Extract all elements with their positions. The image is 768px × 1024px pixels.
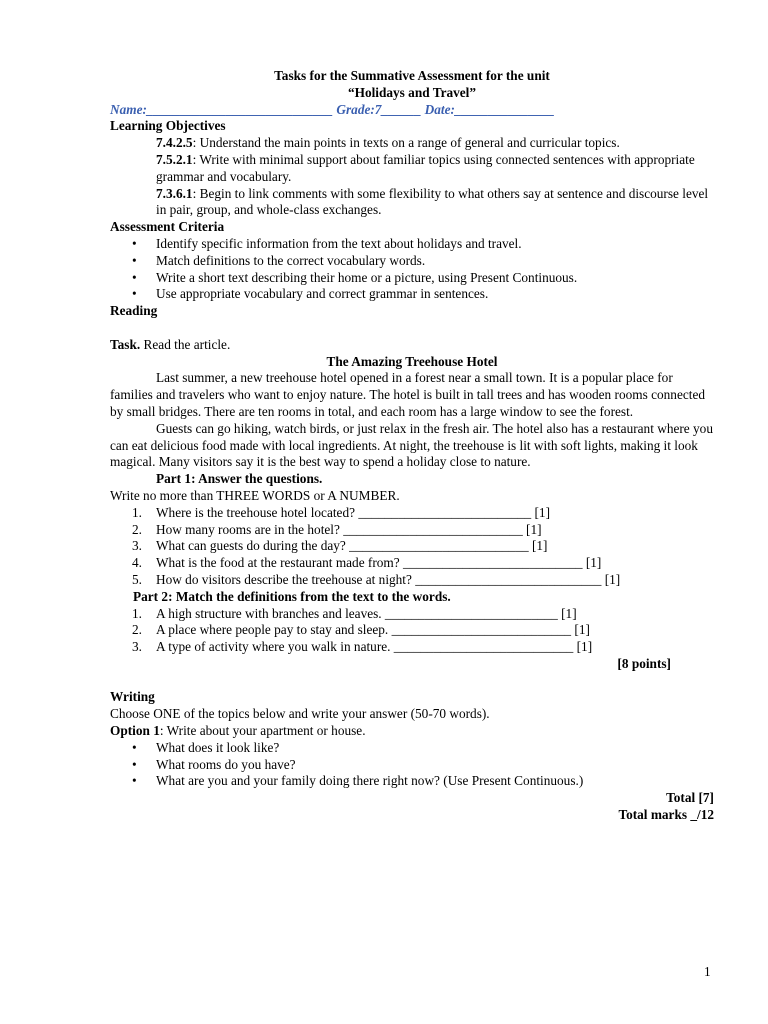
list-item [110,606,714,623]
list-item [110,270,714,287]
article-title: The Amazing Treehouse Hotel [326,353,498,369]
bullet-icon: • [132,286,137,302]
article-paragraph: Guests can go hiking, watch birds, or just relax in the fresh air. The hotel also has a restaurant where you can eat delicious food made with local ingredients. At night, the treehouse is lit with soft lights, making it look magical. Many visitors say it is the best way to spend a holiday close to nature. [110,420,713,470]
list-item [110,572,714,589]
list-item [110,555,714,572]
document-title-line1: Tasks for the Summative Assessment for the unit [274,68,550,83]
objective-item [110,186,714,220]
bullet-icon: • [132,773,137,789]
writing-option [110,723,714,740]
reading-points: [8 points] [617,655,671,671]
bullet-icon: • [132,756,137,772]
writing-heading: Writing [110,689,155,705]
document-content [110,68,714,824]
objectives-heading: Learning Objectives [110,118,226,134]
task-line [110,337,714,354]
question-text: What is the food at the restaurant made from? ___________________________ [1] [156,555,602,571]
question-text: Where is the treehouse hotel located? __________________________ [1] [156,504,551,520]
criteria-heading: Assessment Criteria [110,219,225,235]
option-label: Option 1 [110,723,160,739]
writing-total: Total [7] [666,790,714,806]
total-marks: Total marks _/12 [618,807,714,823]
objective-text: : Write with minimal support about familiar topics using connected sentences with appropriate grammar and vocabulary. [156,151,695,184]
task-label: Task. [110,336,141,352]
bullet-icon: • [132,269,137,285]
part1-question-list [110,505,714,589]
list-item [110,639,714,656]
objective-code: 7.3.6.1 [156,185,193,201]
question-text: How many rooms are in the hotel? ___________________________ [1] [156,521,542,537]
list-item [110,286,714,303]
writing-instruction: Choose ONE of the topics below and write your answer (50-70 words). [110,706,490,722]
criteria-text: Write a short text describing their home or a picture, using Present Continuous. [156,269,578,285]
list-item [110,538,714,555]
part2-question-list [110,606,714,656]
task-text: Read the article. [140,336,231,352]
objective-text: : Understand the main points in texts on a range of general and curricular topics. [192,135,620,151]
part2-heading: Part 2: Match the definitions from the text to the words. [133,588,451,604]
item-number: 3. [132,538,142,554]
objective-item [110,135,714,152]
list-item [110,740,714,757]
question-text: A type of activity where you walk in nature. ___________________________ [1] [156,639,593,655]
list-item [110,505,714,522]
objective-item [110,152,714,186]
article-paragraph: Last summer, a new treehouse hotel opened in a forest near a small town. It is a popular place for families and travelers who want to enjoy nature. The hotel is built in tall trees and has wooden rooms connected by small bridges. There are ten rooms in total, and each room has a large window to see the forest. [110,370,705,419]
spacer [110,673,714,690]
criteria-text: Identify specific information from the text about holidays and travel. [156,235,522,251]
list-item [110,622,714,639]
question-text: How do visitors describe the treehouse at night? ____________________________ [1] [156,571,621,587]
item-number: 5. [132,571,142,587]
item-number: 3. [132,639,142,655]
list-item [110,236,714,253]
criteria-text: Use appropriate vocabulary and correct grammar in sentences. [156,286,489,302]
question-text: A high structure with branches and leaves. __________________________ [1] [156,605,577,621]
item-number: 2. [132,622,142,638]
bullet-icon: • [132,235,137,251]
writing-prompt: What are you and your family doing there right now? (Use Present Continuous.) [156,773,584,789]
list-item [110,757,714,774]
criteria-list [110,236,714,303]
item-number: 1. [132,605,142,621]
item-number: 4. [132,555,142,571]
question-text: A place where people pay to stay and sleep. ___________________________ [1] [156,622,590,638]
writing-prompt: What does it look like? [156,739,280,755]
objective-text: : Begin to link comments with some flexibility to what others say at sentence and discourse level in pair, group, and whole-class exchanges. [156,185,709,218]
writing-prompt: What rooms do you have? [156,756,296,772]
page-number: 1 [704,964,711,979]
bullet-icon: • [132,252,137,268]
objective-code: 7.4.2.5 [156,135,193,151]
question-text: What can guests do during the day? ___________________________ [1] [156,538,548,554]
option-text: : Write about your apartment or house. [159,723,366,739]
reading-heading: Reading [110,303,158,319]
item-number: 1. [132,504,142,520]
writing-bullet-list [110,740,714,790]
criteria-text: Match definitions to the correct vocabulary words. [156,252,426,268]
list-item [110,773,714,790]
student-info-line: Name:____________________________ Grade:7______ Date:_______________ [110,101,555,117]
bullet-icon: • [132,739,137,755]
list-item [110,253,714,270]
spacer [110,320,714,337]
part1-instruction: Write no more than THREE WORDS or A NUMBER. [110,487,400,503]
list-item [110,522,714,539]
objective-code: 7.5.2.1 [156,151,193,167]
part1-heading: Part 1: Answer the questions. [156,471,323,487]
item-number: 2. [132,521,142,537]
document-title-line2: “Holidays and Travel” [347,84,477,100]
